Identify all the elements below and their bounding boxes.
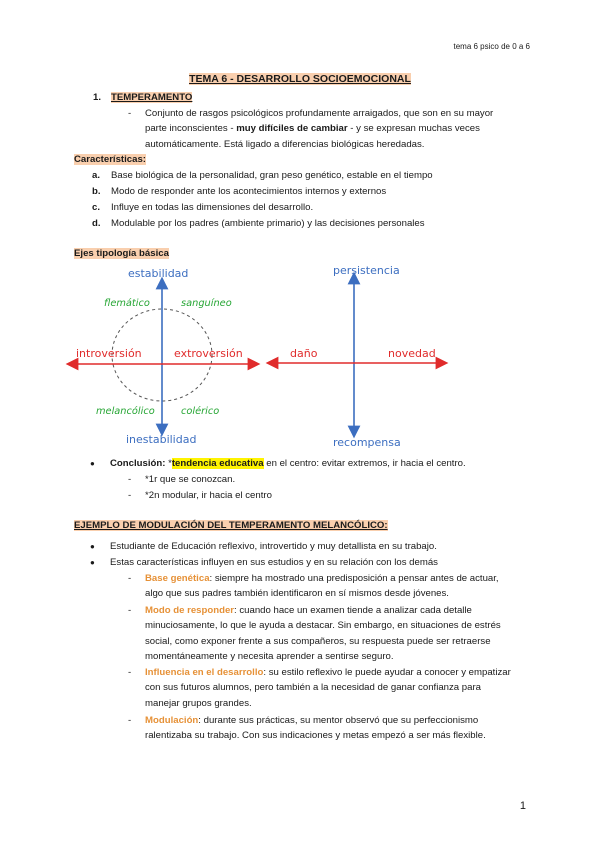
- melancolico-label: melancólico: [96, 406, 155, 417]
- influencia-item: Influencia en el desarrollo: su estilo reflexivo le puede ayudar a conocer y empatizar con sus futuros alumnos, pero también a la necesidad de ganar confianza para manejar grupos grandes.: [145, 667, 511, 709]
- list-marker: -: [128, 474, 132, 485]
- dano-label: daño: [290, 347, 318, 360]
- list-marker: a.: [92, 170, 101, 181]
- ejemplo-bullet-2: Estas características influyen en sus estudios y en su relación con los demás: [110, 557, 438, 568]
- sanguineo-label: sanguíneo: [181, 298, 232, 309]
- ejes-heading: Ejes tipología básica: [74, 248, 169, 259]
- conclusion-text: Conclusión: *tendencia educativa en el centro: evitar extremos, ir hacia el centro.: [110, 458, 466, 469]
- definition-dash: -: [128, 108, 132, 119]
- page-header: tema 6 psico de 0 a 6: [453, 42, 530, 51]
- extroversion-label: extroversión: [174, 347, 243, 360]
- tendencia-highlight: tendencia educativa: [171, 458, 264, 469]
- list-item: Base biológica de la personalidad, gran peso genético, estable en el tiempo: [111, 170, 433, 181]
- list-item: Influye en todas las dimensiones del desarrollo.: [111, 202, 314, 213]
- caracteristicas-heading: Características:: [74, 154, 146, 165]
- list-item: Modulable por los padres (ambiente primario) y las decisiones personales: [111, 218, 425, 229]
- conclusion-bullet: ●: [90, 459, 95, 468]
- ejemplo-heading: EJEMPLO DE MODULACIÓN DEL TEMPERAMENTO MELANCÓLICO:: [74, 520, 388, 531]
- estabilidad-label: estabilidad: [128, 267, 189, 280]
- list-marker: -: [128, 573, 132, 584]
- definition-text: Conjunto de rasgos psicológicos profundamente arraigados, que son en su mayor parte inconscientes - muy difíciles de cambiar - y se expresan muchas veces automáticamente. Está ligado a diferencias biológicas heredadas.: [145, 108, 494, 150]
- list-marker: -: [128, 667, 132, 678]
- inestabilidad-label: inestabilidad: [126, 433, 197, 446]
- list-item: *1r que se conozcan.: [145, 474, 236, 485]
- list-marker: -: [128, 715, 132, 726]
- page-number: 1: [519, 800, 526, 812]
- base-genetica-item: Base genética: siempre ha mostrado una predisposición a pensar antes de actuar, algo que sus padres también identificaron en sí mismos desde jóvenes.: [145, 573, 499, 600]
- ejemplo-bullet-1: Estudiante de Educación reflexivo, introvertido y muy detallista en su trabajo.: [110, 541, 437, 552]
- emphasis-text: muy difíciles de cambiar: [236, 123, 348, 135]
- introversion-label: introversión: [76, 347, 142, 360]
- list-marker: c.: [92, 202, 101, 213]
- recompensa-label: recompensa: [333, 436, 401, 449]
- list-marker: -: [128, 490, 132, 501]
- colerico-label: colérico: [181, 406, 220, 417]
- page-title-text: TEMA 6 - DESARROLLO SOCIOEMOCIONAL: [189, 73, 411, 85]
- modulacion-item: Modulación: durante sus prácticas, su mentor observó que su perfeccionismo ralentizaba su trabajo. Con sus indicaciones y metas empezó a ser más flexible.: [145, 715, 486, 742]
- section-heading: TEMPERAMENTO: [111, 92, 193, 103]
- bullet: ●: [90, 558, 95, 567]
- section-number: 1.: [93, 92, 102, 103]
- bullet: ●: [90, 542, 95, 551]
- list-marker: -: [128, 605, 132, 616]
- novedad-label: novedad: [388, 347, 436, 360]
- list-item: *2n modular, ir hacia el centro: [145, 490, 272, 501]
- persistencia-label: persistencia: [333, 264, 400, 277]
- modo-responder-item: Modo de responder: cuando hace un examen tiende a analizar cada detalle minuciosamente, lo que le ayuda a destacar. Sin embargo, en situaciones de estrés social, como exponer frente a sus compañeros, su respuesta puede ser retraerse momentáneamente y necesita aprender a sentirse seguro.: [145, 605, 501, 663]
- list-marker: d.: [92, 218, 101, 229]
- list-item: Modo de responder ante los acontecimientos internos y externos: [111, 186, 387, 197]
- list-marker: b.: [92, 186, 101, 197]
- flematico-label: flemático: [104, 298, 150, 309]
